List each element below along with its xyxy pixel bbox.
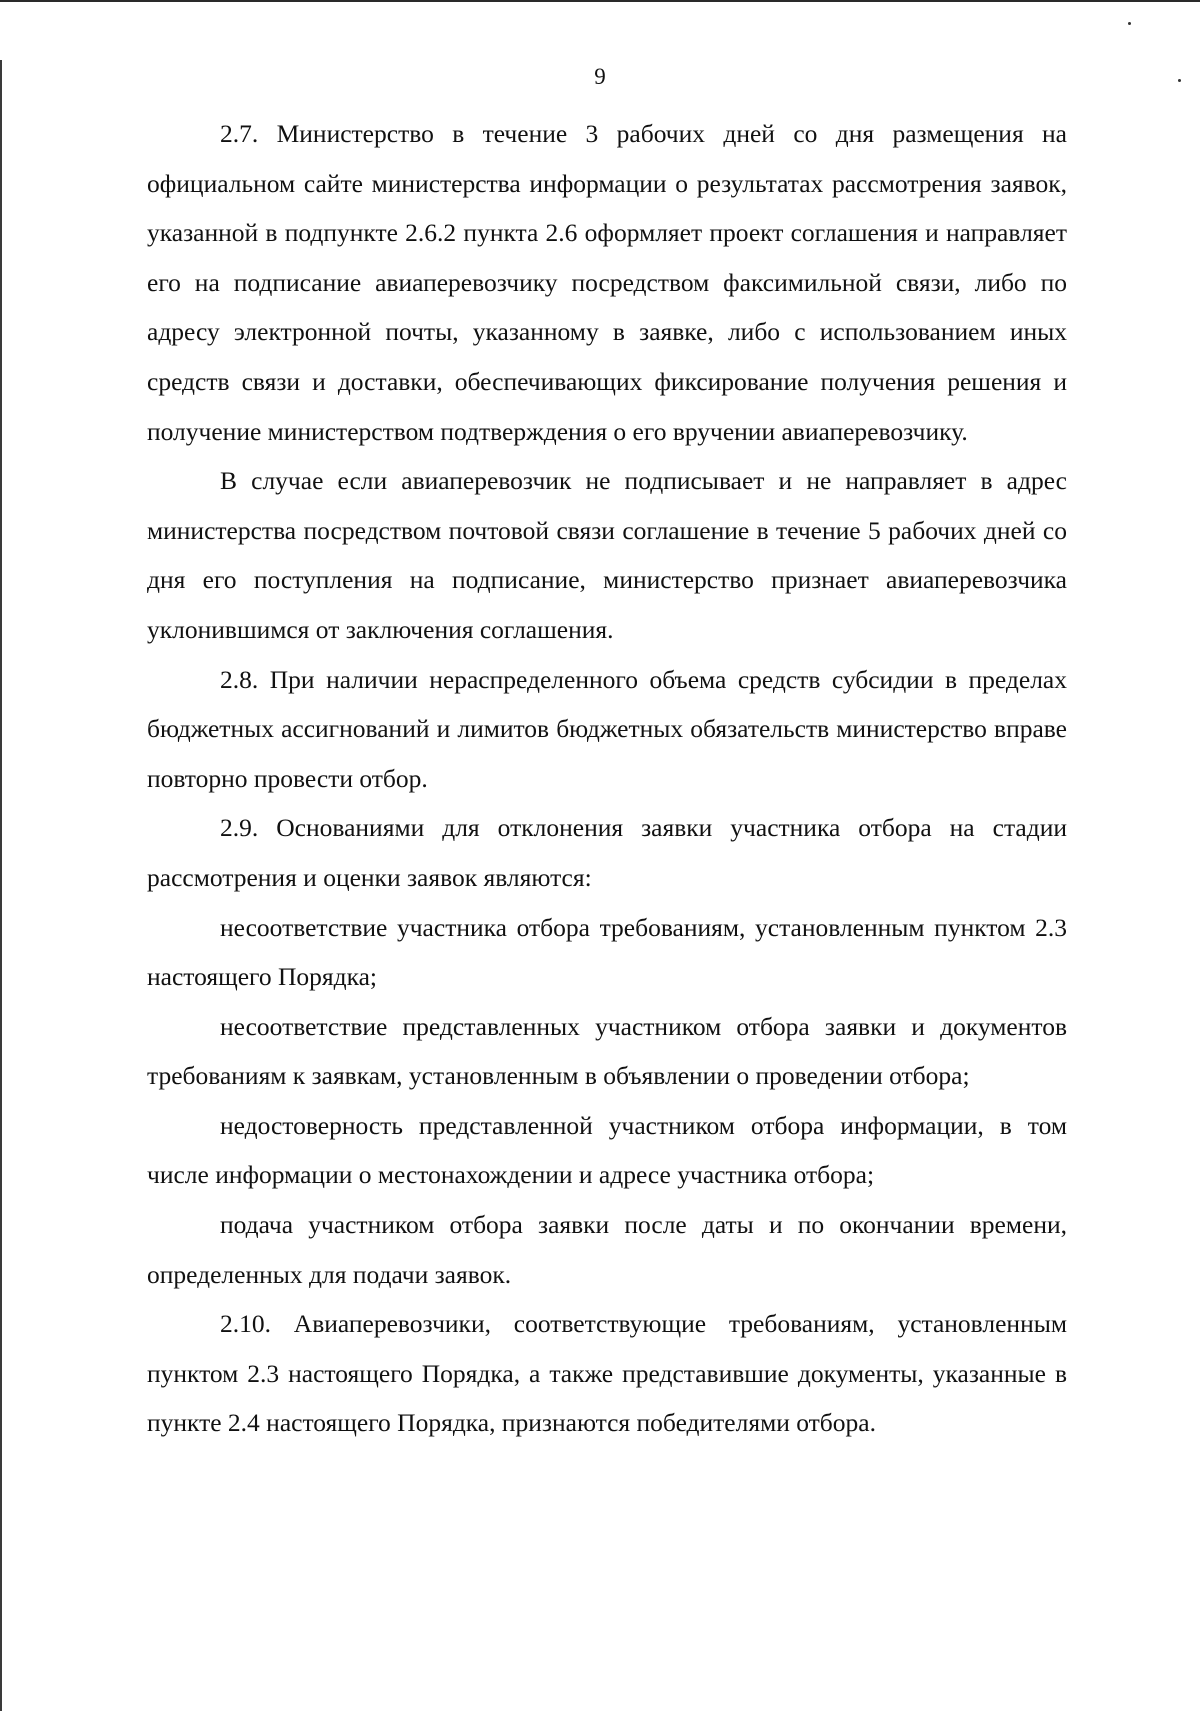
list-item-late-submission: подача участником отбора заявки после даты и по окончании времени, определенных для подачи заявок.	[147, 1210, 1067, 1289]
list-item-documents: несоответствие представленных участником отбора заявки и документов требованиям к заявкам, установленным в объявлении о проведении отбора;	[147, 1011, 1067, 1091]
list-item-requirements: несоответствие участника отбора требованиям, установленным пунктом 2.3 настоящего Порядка;	[147, 912, 1067, 992]
paragraph-2-7: 2.7. Министерство в течение 3 рабочих дней со дня размещения на официальном сайте министерства информации о результатах рассмотрения заявок, указанной в подпункте 2.6.2 пункта 2.6 оформляет проект соглашения и направляет его на подписание авиаперевозчику посредством факсимильной связи, либо по адресу электронной почты, указанному в заявке, либо с использованием иных средств связи и доставки, обеспечивающих фиксирование получения решения и получение министерством подтверждения о его вручении авиаперевозчику.	[147, 119, 1067, 446]
document-body	[147, 109, 1067, 1448]
scan-speck	[1128, 22, 1131, 25]
paragraph-2-10: 2.10. Авиаперевозчики, соответствующие требованиям, установленным пунктом 2.3 настоящего Порядка, а также представившие документы, указанные в пункте 2.4 настоящего Порядка, признаются победителями отбора.	[147, 1309, 1067, 1438]
scan-top-edge	[0, 0, 1200, 2]
page-number: 9	[594, 64, 606, 89]
list-item-unreliable-info: недостоверность представленной участником отбора информации, в том числе информации о местонахождении и адресе участника отбора;	[147, 1110, 1067, 1190]
paragraph-2-8: 2.8. При наличии нераспределенного объема средств субсидии в пределах бюджетных ассигнований и лимитов бюджетных обязательств министерство вправе повторно провести отбор.	[147, 664, 1067, 793]
paragraph-2-9: 2.9. Основаниями для отклонения заявки участника отбора на стадии рассмотрения и оценки заявок являются:	[147, 813, 1067, 892]
scan-left-edge	[0, 60, 2, 1711]
paragraph-evasion: В случае если авиаперевозчик не подписывает и не направляет в адрес министерства посредством почтовой связи соглашение в течение 5 рабочих дней со дня его поступления на подписание, министерство признает авиаперевозчика уклонившимся от заключения соглашения.	[147, 466, 1067, 644]
